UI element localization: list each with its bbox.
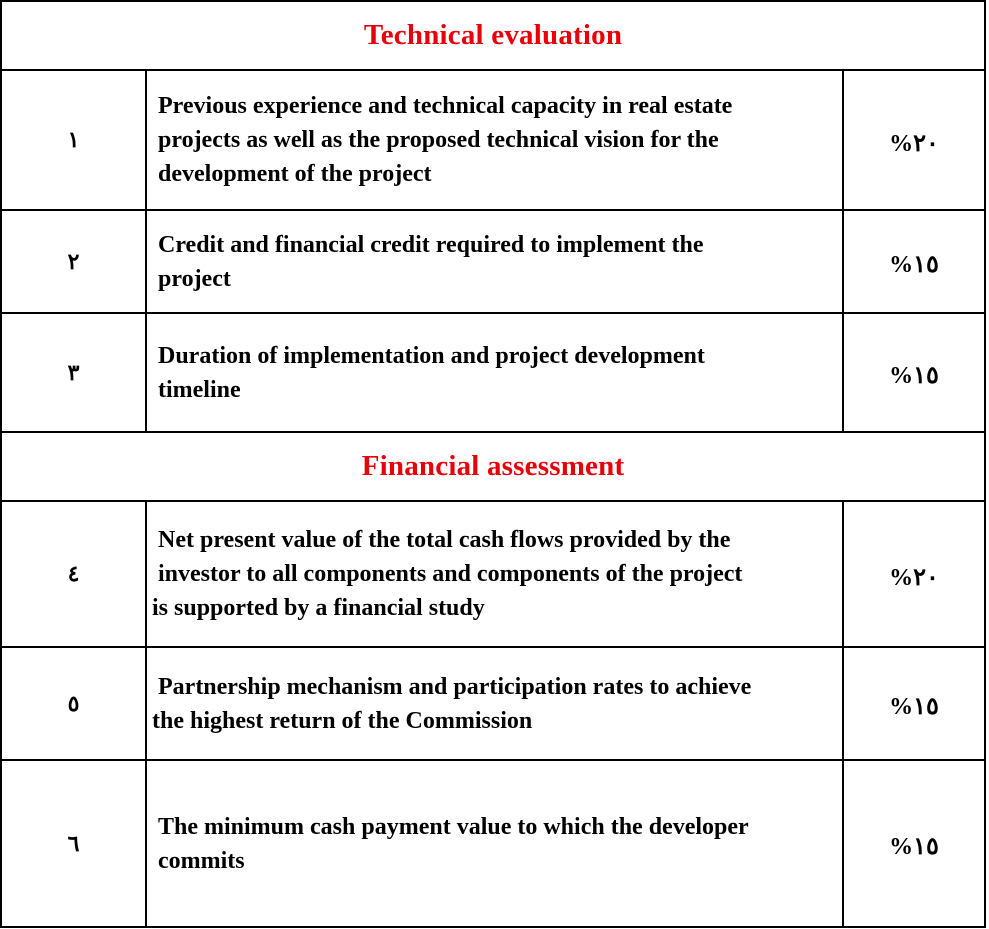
- section-header-row: [1, 432, 985, 501]
- criterion-weight: %٢٠: [843, 501, 985, 647]
- criterion-line: Net present value of the total cash flows provided by the: [158, 527, 731, 553]
- criterion-line: investor to all components and components of the project: [158, 561, 743, 587]
- criterion-line: Previous experience and technical capacity in real estate: [158, 93, 733, 119]
- criterion-line: projects as well as the proposed technical vision for the: [158, 127, 719, 153]
- table-row: [1, 647, 985, 760]
- criterion-line: development of the project: [158, 161, 432, 187]
- criterion-description: [146, 313, 843, 432]
- table-row: [1, 313, 985, 432]
- criterion-description: [146, 70, 843, 210]
- row-number: ٣: [1, 313, 146, 432]
- table-row: [1, 70, 985, 210]
- criterion-line: project: [158, 265, 231, 292]
- criterion-weight: %١٥: [843, 760, 985, 927]
- criterion-line: timeline: [158, 376, 241, 403]
- section-title-financial: Financial assessment: [1, 432, 985, 501]
- criterion-description: [146, 647, 843, 760]
- section-header-row: [1, 1, 985, 70]
- criterion-line: The minimum cash payment value to which the developer: [158, 813, 749, 840]
- criterion-line: the highest return of the Commission: [152, 707, 533, 734]
- criterion-line: Credit and financial credit required to implement the: [158, 231, 704, 258]
- table-row: [1, 501, 985, 647]
- row-number: ٦: [1, 760, 146, 927]
- criterion-description: [146, 501, 843, 647]
- criterion-line: Duration of implementation and project development: [158, 342, 705, 369]
- criterion-line: is supported by a financial study: [152, 595, 485, 621]
- criterion-line: Partnership mechanism and participation rates to achieve: [158, 673, 752, 700]
- table-row: [1, 760, 985, 927]
- criterion-weight: %١٥: [843, 647, 985, 760]
- row-number: ٤: [1, 501, 146, 647]
- row-number: ٢: [1, 210, 146, 313]
- row-number: ١: [1, 70, 146, 210]
- criterion-weight: %٢٠: [843, 70, 985, 210]
- criterion-line: commits: [158, 847, 245, 874]
- section-title-technical: Technical evaluation: [1, 1, 985, 70]
- table-row: [1, 210, 985, 313]
- criterion-weight: %١٥: [843, 210, 985, 313]
- criterion-description: [146, 210, 843, 313]
- criterion-description: [146, 760, 843, 927]
- row-number: ٥: [1, 647, 146, 760]
- criterion-weight: %١٥: [843, 313, 985, 432]
